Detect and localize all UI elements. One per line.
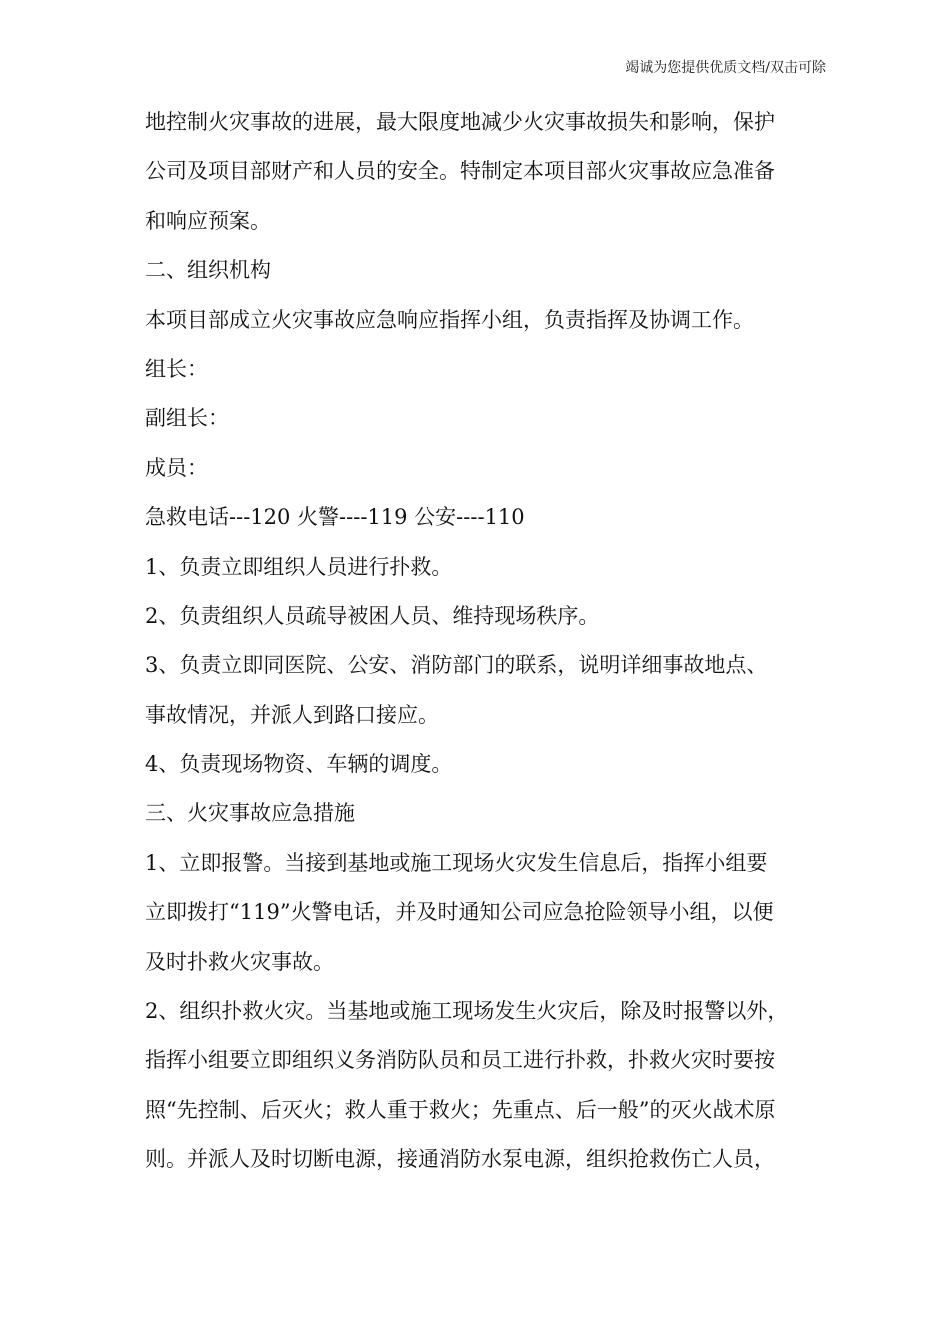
text-line: 照“先控制、后灭火；救人重于救火；先重点、后一般”的灭火战术原	[145, 1097, 776, 1122]
text-line: 地控制火灾事故的进展，最大限度地减少火灾事故损失和影响，保护	[145, 110, 775, 134]
text-line: 立即拨打“119”火警电话，并及时通知公司应急抢险领导小组，以便	[145, 900, 774, 925]
list-item: 1、负责立即组织人员进行扑救。	[145, 554, 453, 579]
text-line: 本项目部成立火灾事故应急响应指挥小组，负责指挥及协调工作。	[145, 307, 754, 332]
list-item: 3、负责立即同医院、公安、消防部门的联系，说明详细事故地点、	[145, 653, 768, 678]
text-line: 组长：	[145, 356, 208, 381]
text-line: 及时扑救火灾事故。	[145, 949, 334, 974]
text-line: 事故情况，并派人到路口接应。	[145, 702, 439, 727]
text-line: 副组长：	[145, 406, 229, 431]
section-heading: 二、组织机构	[145, 258, 271, 283]
list-item: 4、负责现场物资、车辆的调度。	[145, 752, 453, 777]
text-line: 成员：	[145, 455, 208, 480]
document-body	[145, 98, 810, 1185]
list-item: 1、立即报警。当接到基地或施工现场火灾发生信息后，指挥小组要	[145, 850, 768, 875]
list-item: 2、组织扑救火灾。当基地或施工现场发生火灾后，除及时报警以外，	[145, 999, 789, 1024]
text-line: 指挥小组要立即组织义务消防队员和员工进行扑救，扑救火灾时要按	[145, 1048, 775, 1073]
section-heading: 三、火灾事故应急措施	[145, 801, 355, 826]
text-line: 和响应预案。	[145, 208, 271, 233]
header-note: 竭诚为您提供优质文档/双击可除	[625, 60, 826, 76]
text-line: 则。并派人及时切断电源，接通消防水泵电源，组织抢救伤亡人员，	[145, 1147, 775, 1172]
list-item: 2、负责组织人员疏导被困人员、维持现场秩序。	[145, 603, 600, 628]
emergency-phones: 急救电话---120 火警----119 公安----110	[145, 505, 525, 530]
text-line: 公司及项目部财产和人员的安全。特制定本项目部火灾事故应急准备	[145, 159, 775, 184]
